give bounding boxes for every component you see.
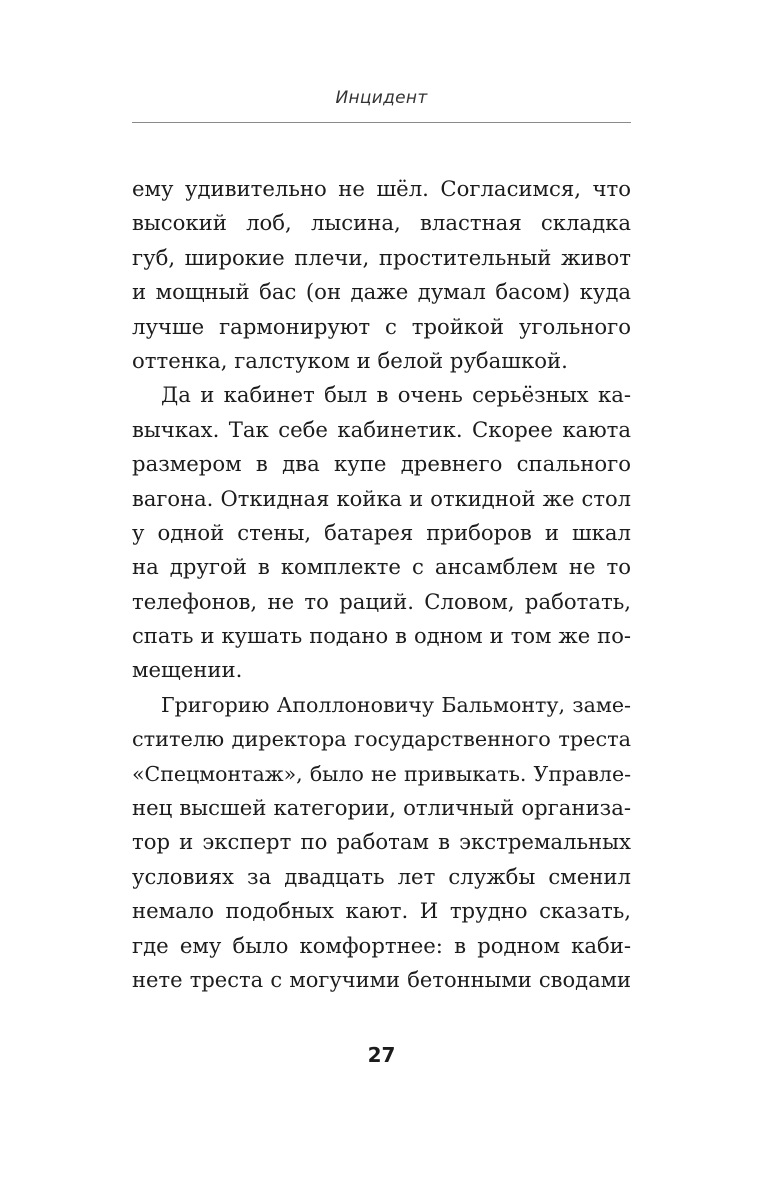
text-line: Да и кабинет был в очень серьёзных ка- bbox=[161, 382, 631, 408]
running-head: Инцидент bbox=[335, 88, 428, 108]
text-line: на другой в комплекте с ансамблем не то bbox=[132, 554, 631, 580]
text-line: высокий лоб, лысина, властная складка bbox=[132, 210, 631, 236]
text-line: стителю директора государственного треста bbox=[132, 727, 631, 752]
text-line: и мощный бас (он даже думал басом) куда bbox=[132, 279, 631, 305]
text-line: у одной стены, батарея приборов и шкал bbox=[132, 519, 631, 545]
text-line: лучше гармонируют с тройкой угольного bbox=[132, 313, 631, 339]
text-line: вагона. Откидная койка и откидной же стол bbox=[132, 485, 631, 511]
body-text bbox=[132, 172, 631, 997]
paragraph-3 bbox=[132, 688, 631, 998]
text-line: оттенка, галстуком и белой рубашкой. bbox=[132, 347, 568, 373]
paragraph-2 bbox=[132, 378, 631, 688]
header-rule bbox=[132, 122, 631, 123]
text-line: где ему было комфортнее: в родном каби- bbox=[132, 932, 631, 958]
text-line: размером в два купе древнего спального bbox=[132, 451, 631, 477]
text-line: спать и кушать подано в одном и том же по- bbox=[132, 623, 631, 649]
text-line: тор и эксперт по работам в экстремальных bbox=[132, 829, 631, 855]
page-number: 27 bbox=[367, 1043, 396, 1067]
text-line: нете треста с могучими бетонными сводами bbox=[132, 966, 631, 992]
text-line: мещении. bbox=[132, 657, 243, 683]
paragraph-1 bbox=[132, 172, 631, 378]
text-line: условиях за двадцать лет службы сменил bbox=[132, 863, 631, 889]
text-line: телефонов, не то раций. Словом, работать, bbox=[132, 588, 631, 614]
text-line: Григорию Аполлоновичу Бальмонту, заме- bbox=[161, 692, 631, 717]
text-line: ему удивительно не шёл. Согласимся, что bbox=[132, 176, 631, 201]
text-line: вычках. Так себе кабинетик. Скорее каюта bbox=[132, 416, 631, 442]
text-line: губ, широкие плечи, простительный живот bbox=[132, 244, 631, 270]
text-line: немало подобных кают. И трудно сказать, bbox=[132, 898, 631, 924]
text-line: «Спецмонтаж», было не привыкать. Управле- bbox=[132, 761, 631, 786]
text-line: нец высшей категории, отличный организа- bbox=[132, 795, 631, 821]
